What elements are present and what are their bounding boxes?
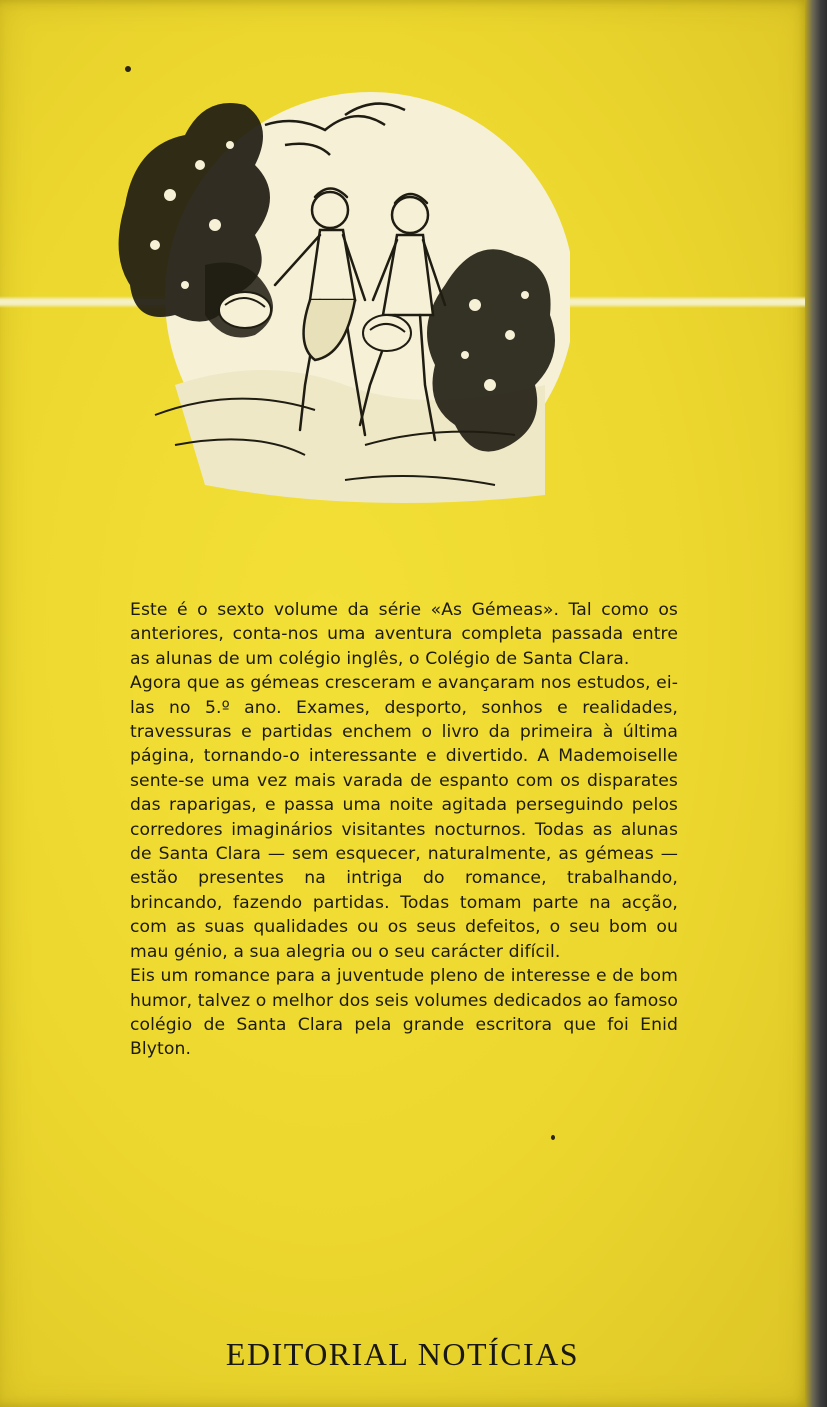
- blurb-paragraph-2: Agora que as gémeas cresceram e avançaram nos estudos, ei-las no 5.º ano. Exames, desporto, sonhos e realidades, travessuras e partidas enchem o livro da primeira à última página, tornando-o interessante e divertido. A Mademoiselle sente-se uma vez mais varada de espanto com os disparates das raparigas, e passa uma noite agitada perseguindo pelos corredores imaginários visitantes nocturnos. Todas as alunas de Santa Clara — sem esquecer, naturalmente, as gémeas — estão presentes na intriga do romance, trabalhando, brincando, fazendo partidas. Todas tomam parte na acção, com as suas qualidades ou os seus defeitos, o seu bom ou mau génio, a sua alegria ou o seu carácter difícil.: [130, 673, 678, 962]
- blurb-paragraph-3: Eis um romance para a juventude pleno de interesse e de bom humor, talvez o melhor dos seis volumes dedicados ao famoso colégio de Santa Clara pela grande escritora que foi Enid Blyton.: [130, 966, 678, 1060]
- blurb-paragraph-1: Este é o sexto volume da série «As Gémeas». Tal como os anteriores, conta-nos uma aventura completa passada entre as alunas de um colégio inglês, o Colégio de Santa Clara.: [130, 600, 678, 669]
- publisher-name: EDITORIAL NOTÍCIAS: [225, 1336, 580, 1372]
- ink-speck: [551, 1135, 555, 1140]
- cover-edge: [805, 0, 827, 1407]
- ink-speck: [125, 66, 131, 72]
- two-girls-running-illustration: [115, 85, 570, 515]
- blurb-text: [130, 598, 678, 1062]
